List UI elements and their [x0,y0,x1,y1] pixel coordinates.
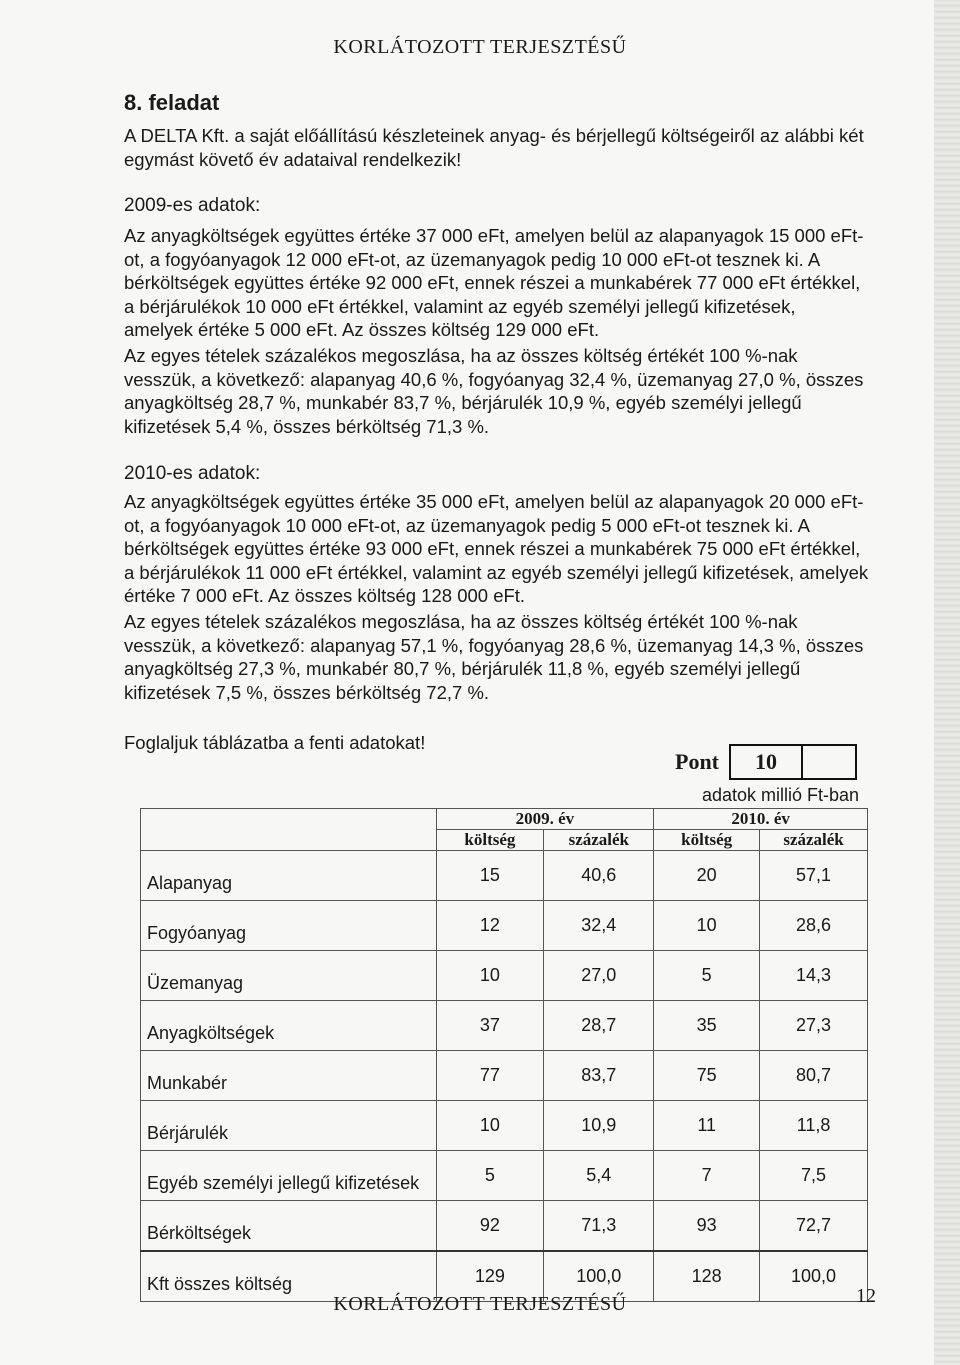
cost-table [140,808,868,1302]
instruction-text: Foglaljuk táblázatba a fenti adatokat! [124,732,426,753]
units-note: adatok millió Ft-ban [702,785,860,805]
page-header: KORLÁTOZOTT TERJESZTÉSŰ [333,36,627,58]
score-frame [729,744,857,780]
cost-2010-cell: 7 [654,1151,760,1201]
intro-paragraph: A DELTA Kft. a saját előállítású készleteinek anyag- és bérjellegű költségeiről az alábbi két egymást követő év adataival rendelkezik! [124,125,864,170]
cost-2010-cell: 5 [654,951,760,1001]
score-value: 10 [731,746,803,778]
pct-2010-cell: 27,3 [760,1001,868,1051]
heading-2010: 2010-es adatok: [124,463,261,484]
cost-2009-cell: 129 [436,1251,544,1302]
table-row [141,1001,868,1051]
pct-2009-cell: 27,0 [544,951,654,1001]
cost-2010-cell: 75 [654,1051,760,1101]
cost-2009-cell: 10 [436,951,544,1001]
paragraph-2010-percent: Az egyes tételek százalékos megoszlása, ha az összes költség értékét 100 %-nak vesszük, a következő: alapanyag 57,1 %, fogyóanyag 28,6 %, üzemanyag 14,3 %, összes anyagköltség 27,3 %, munkabér 80,7 %, bérjárulék 11,8 %, egyéb személyi jellegű kifizetések 7,5 %, összes bérköltség 72,7 %. [124,611,864,703]
score-box [675,742,857,782]
cost-2009-cell: 92 [436,1201,544,1252]
cost-2010-cell: 128 [654,1251,760,1302]
scan-edge-shadow [934,0,960,1365]
header-year-2010: 2010. év [654,809,868,830]
row-label: Alapanyag [141,851,437,901]
pct-2010-cell: 11,8 [760,1101,868,1151]
table-row [141,1201,868,1252]
cost-2010-cell: 93 [654,1201,760,1252]
pct-2009-cell: 71,3 [544,1201,654,1252]
table-row [141,1151,868,1201]
row-label: Fogyóanyag [141,901,437,951]
pct-2010-cell: 100,0 [760,1251,868,1302]
cost-2010-cell: 20 [654,851,760,901]
table-row [141,1101,868,1151]
pct-2009-cell: 83,7 [544,1051,654,1101]
header-cost-2010: költség [654,830,760,851]
row-label: Munkabér [141,1051,437,1101]
table-year-header [141,809,868,830]
row-label: Anyagköltségek [141,1001,437,1051]
row-label: Bérjárulék [141,1101,437,1151]
cost-2010-cell: 35 [654,1001,760,1051]
table-row [141,1051,868,1101]
row-label: Egyéb személyi jellegű kifizetések [141,1151,437,1201]
pct-2010-cell: 28,6 [760,901,868,951]
table-row [141,951,868,1001]
header-cost-2009: költség [436,830,544,851]
cost-2010-cell: 10 [654,901,760,951]
page-number: 12 [856,1285,876,1307]
cost-2010-cell: 11 [654,1101,760,1151]
pct-2009-cell: 28,7 [544,1001,654,1051]
pct-2010-cell: 72,7 [760,1201,868,1252]
table-row [141,851,868,901]
paragraph-2009-percent: Az egyes tételek százalékos megoszlása, ha az összes költség értékét 100 %-nak vesszük, a következő: alapanyag 40,6 %, fogyóanyag 32,4 %, üzemanyag 27,0 %, összes anyagköltség 28,7 %, munkabér 83,7 %, bérjárulék 10,9 %, egyéb személyi jellegű kifizetések 5,4 %, összes bérköltség 71,3 %. [124,345,864,437]
header-pct-2010: százalék [760,830,868,851]
table-row [141,901,868,951]
pct-2009-cell: 40,6 [544,851,654,901]
paragraph-2009-costs: Az anyagköltségek együttes értéke 37 000 eFt, amelyen belül az alapanyagok 15 000 eFt-ot, a fogyóanyagok 12 000 eFt-ot, az üzemanyagok pedig 10 000 eFt-ot tesznek ki. A bérköltségek együttes értéke 92 000 eFt, ennek részei a munkabérek 77 000 eFt értékkel, a bérjárulékok 10 000 eFt értékkel, valamint az egyéb személyi jellegű kifizetések, amelyek értéke 5 000 eFt. Az összes költség 129 000 eFt. [124,225,864,340]
header-blank-cell [141,830,437,851]
row-label: Bérköltségek [141,1201,437,1252]
cost-2009-cell: 10 [436,1101,544,1151]
page-footer: KORLÁTOZOTT TERJESZTÉSŰ [333,1293,627,1315]
heading-2009: 2009-es adatok: [124,195,261,216]
pct-2009-cell: 100,0 [544,1251,654,1302]
cost-2009-cell: 12 [436,901,544,951]
cost-2009-cell: 5 [436,1151,544,1201]
score-label: Pont [675,749,719,774]
cost-2009-cell: 77 [436,1051,544,1101]
header-pct-2009: százalék [544,830,654,851]
row-label: Üzemanyag [141,951,437,1001]
pct-2009-cell: 10,9 [544,1101,654,1151]
pct-2009-cell: 32,4 [544,901,654,951]
paragraph-2010-costs: Az anyagköltségek együttes értéke 35 000 eFt, amelyen belül az alapanyagok 20 000 eFt-ot, a fogyóanyagok 10 000 eFt-ot, az üzemanyagok pedig 5 000 eFt-ot tesznek ki. A bérköltségek együttes értéke 93 000 eFt, ennek részei a munkabérek 75 000 eFt értékkel, a bérjárulékok 11 000 eFt értékkel, valamint az egyéb személyi jellegű kifizetések, amelyek értéke 7 000 eFt. Az összes költség 128 000 eFt. [124,491,869,606]
task-title: 8. feladat [124,90,220,115]
pct-2010-cell: 14,3 [760,951,868,1001]
cost-2009-cell: 37 [436,1001,544,1051]
row-label: Kft összes költség [141,1251,437,1302]
pct-2010-cell: 7,5 [760,1151,868,1201]
pct-2009-cell: 5,4 [544,1151,654,1201]
pct-2010-cell: 57,1 [760,851,868,901]
header-year-2009: 2009. év [436,809,654,830]
cost-2009-cell: 15 [436,851,544,901]
table-column-header [141,830,868,851]
pct-2010-cell: 80,7 [760,1051,868,1101]
header-blank-cell [141,809,437,830]
